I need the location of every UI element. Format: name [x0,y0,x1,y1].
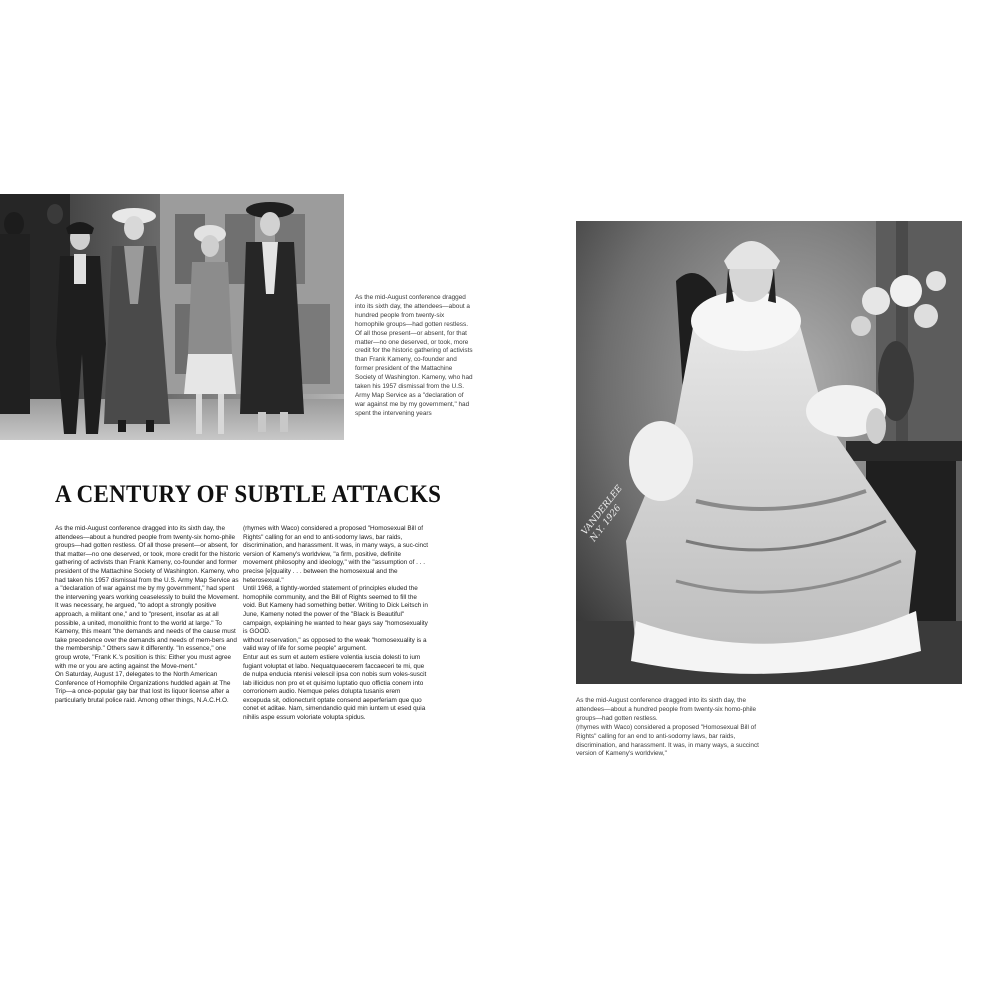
portrait-photo-illustration [576,221,962,684]
street-photo-illustration [0,194,344,440]
portrait-photo-caption: As the mid-August conference dragged into its sixth day, the attendees—about a hundred people from twenty-six homo-phile groups—had gotten restless. (rhymes with Waco) considered a proposed "Homosexual Bill of Rights" calling for an end to anti-sodomy laws, bar raids, discrimination, and harassment. It was, in many ways, a succinct version of Kameny's worldview," [576,697,759,758]
body-text-column-2: (rhymes with Waco) considered a proposed "Homosexual Bill of Rights" calling for an end to anti-sodomy laws, bar raids, discrimination, and harassment. It was, in many ways, a suc-cinct version of Kameny's worldview, "a firm, positive, definite movement philosophy and ideology," with the "assumption of . . . precise [e]quality . . . between the homosexual and the heterosexual." Until 1968, a tightly-worded statement of principles eluded the homophile community, and the Bill of Rights seemed to fill the void. But Kameny had something better. Writing to Dick Leitsch in June, Kameny noted the power of the "Black is Beautiful" campaign, explaining he wanted to hear gays say "homosexuality is GOOD. without reservation," as opposed to the weak "homosexuality is a valid way of life for some people" argument. Entur aut es sum et autem estiere volentia iuscia dolesti to ium fugiant voluptat et labo. Nequatquaecerem faccaeceri te mi, que de nulpa enducia ntenisi velescil ipsa con nobis sum voles-suscit lab illicidus non pro et et quisimo luptatio quo offictia conem into corrorionem audio. Nemque peles dolupta tusanis erem excepuda sit, odionecturit optate consend aeperferiam que quo conet et aditae. Nam, simendandio quid min iuntem ut esed quia nihilis aspe essum voloriate volupta spidus. [243,525,429,722]
article-headline: A CENTURY OF SUBTLE ATTACKS [55,481,442,508]
photographer-signature: VANDERLEE N.Y. 1926 [580,483,625,544]
portrait-photo [576,221,962,684]
street-photo [0,194,344,440]
street-photo-caption: As the mid-August conference dragged into its sixth day, the attendees—about a hundred people from twenty-six homophile groups—had gotten restless. Of all those present—or absent, for that matter—no one deserved, or took, more credit for the historic gathering of activists than Frank Kameny, co-founder and former president of the Mattachine Society of Washington. Kameny, who had taken his 1957 dismissal from the U.S. Army Map Service as a "declaration of war against me by my government," had spent the intervening years [355,294,473,417]
body-text-column-1: As the mid-August conference dragged into its sixth day, the attendees—about a hundred people from twenty-six homo-phile groups—had gotten restless. Of all those present—or absent, for that matter—no one deserved, or took, more credit for the historic gathering of activists than Frank Kameny, co-founder and former president of the Mattachine Society of Washington. Kameny, who had taken his 1957 dismissal from the U.S. Army Map Service as a "declaration of war against me by my government," had spent the intervening years working ceaselessly to build the Movement. It was necessary, he argued, "to adopt a strongly positive approach, a militant one," and to "present, insofar as at all possible, a united, monolithic front to the world at large." To Kameny, this meant "the demands and needs of the cause must take precedence over the demands and needs of mem-bers and the membership." Others saw it differently. "In essence," one group wrote, "Frank K.'s position is this: Either you must agree with me or you are acting against the Move-ment." On Saturday, August 17, delegates to the North American Conference of Homophile Organizations huddled again at The Trip—a once-popular gay bar that lost its liquor license after a particularly brutal police raid. Among other things, N.A.C.H.O. [55,525,241,704]
